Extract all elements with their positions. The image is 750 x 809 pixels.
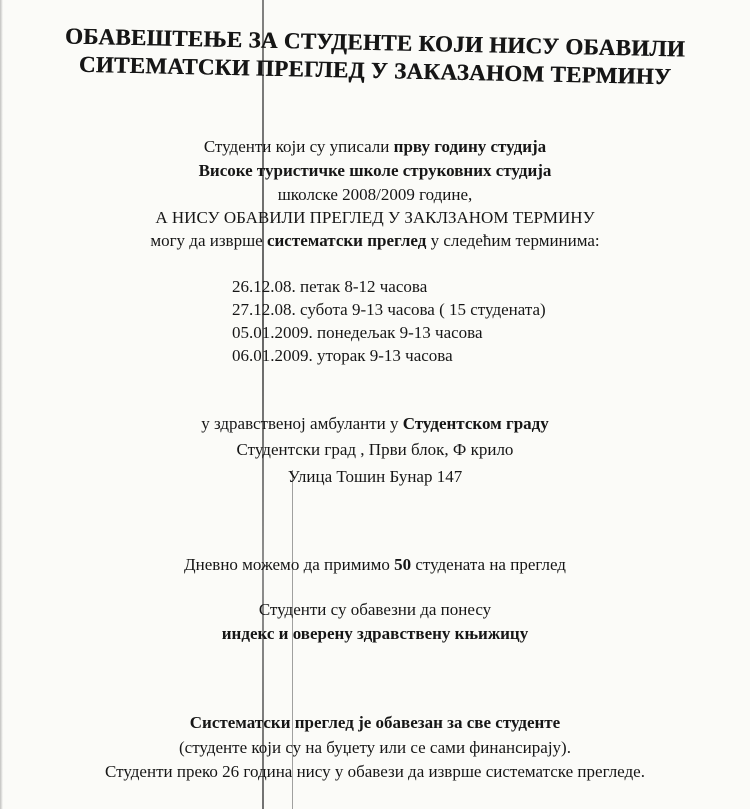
footer-line-2: (студенте који су на буџету или се сами финансирају). bbox=[179, 738, 571, 757]
date-item: 26.12.08. петак 8-12 часова bbox=[232, 277, 428, 296]
notice-title-line-2: СИТЕМАТСКИ ПРЕГЛЕД У ЗАКАЗАНОМ ТЕРМИНУ bbox=[78, 51, 672, 90]
intro-line-5: могу да изврше систематски преглед у следећим терминима: bbox=[150, 231, 600, 250]
appointment-dates-list bbox=[232, 275, 546, 367]
intro-line-4: А НИСУ ОБАВИЛИ ПРЕГЛЕД У ЗАКЛЗАНОМ ТЕРМИНУ bbox=[155, 208, 595, 227]
obligation-line-2: индекс и оверену здравствену књижицу bbox=[221, 624, 529, 643]
intro-line-3: школске 2008/2009 године, bbox=[277, 185, 473, 204]
scan-edge-shadow bbox=[0, 0, 3, 809]
capacity-line: Дневно можемо да примимо 50 студената на преглед bbox=[184, 555, 566, 574]
date-item: 05.01.2009. понедељак 9-13 часова bbox=[232, 323, 483, 342]
intro-line-2: Високе туристичке школе струковних студија bbox=[198, 161, 552, 180]
location-line-1: у здравственој амбуланти у Студентском граду bbox=[201, 414, 549, 433]
location-line-3: Улица Тошин Бунар 147 bbox=[287, 467, 463, 486]
intro-line-1: Студенти који су уписали прву годину студија bbox=[203, 137, 547, 156]
date-item: 06.01.2009. уторак 9-13 часова bbox=[232, 346, 453, 365]
location-line-2: Студентски град , Први блок, Ф крило bbox=[236, 440, 514, 459]
footer-line-3: Студенти преко 26 година нису у обавези да изврше систематске прегледе. bbox=[105, 762, 645, 781]
paper-fold-line bbox=[262, 0, 264, 809]
notice-title-line-1: ОБАВЕШТЕЊЕ ЗА СТУДЕНТЕ КОЈИ НИСУ ОБАВИЛИ bbox=[64, 23, 686, 62]
footer-line-1: Систематски преглед је обавезан за све студенте bbox=[189, 713, 561, 732]
date-item: 27.12.08. субота 9-13 часова ( 15 студената) bbox=[232, 300, 546, 319]
obligation-line-1: Студенти су обавезни да понесу bbox=[258, 600, 492, 619]
